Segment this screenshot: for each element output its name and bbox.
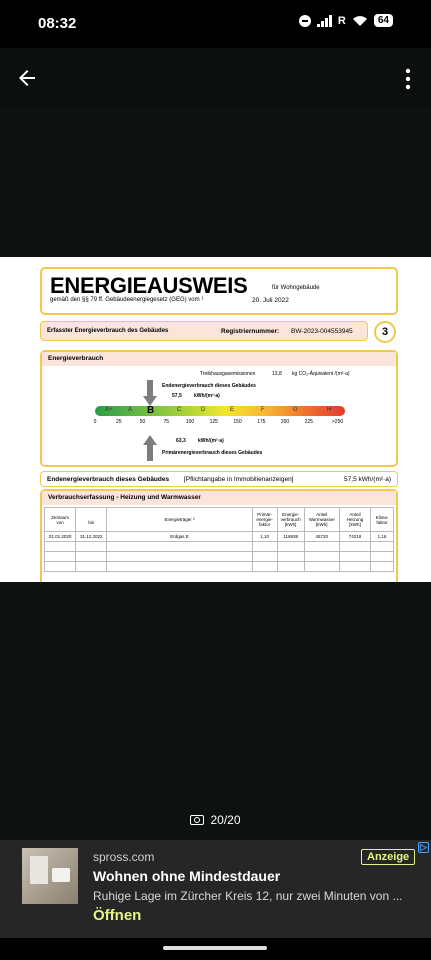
doc-legal-date: 20. Juli 2022	[252, 297, 289, 304]
table-row	[45, 562, 394, 572]
primary-unit: kWh/(m²·a)	[198, 438, 224, 444]
scale-tick: 200	[280, 419, 290, 425]
scale-letter: A	[128, 407, 133, 413]
scale-letter: E	[230, 407, 235, 413]
scale-ticks	[95, 419, 345, 427]
table-header: Energieträger ²	[107, 508, 252, 532]
table-header	[45, 508, 76, 532]
energy-section	[40, 350, 398, 467]
ghg-unit: kg CO₂-Äquivalent /(m²·a)	[292, 371, 350, 377]
primary-value: 63,3	[176, 438, 186, 444]
consumption-section-header	[42, 491, 396, 505]
ad-choices-icon[interactable]: ▷	[418, 842, 429, 853]
table-header	[76, 508, 107, 532]
table-header-row	[45, 508, 394, 532]
energy-section-title: Energieverbrauch	[48, 355, 104, 362]
scale-letter: A+	[105, 407, 113, 413]
end-energy-label: Endenergieverbrauch dieses Gebäudes	[47, 476, 170, 483]
back-arrow-icon[interactable]	[15, 66, 39, 90]
ad-domain: spross.com	[93, 850, 155, 864]
ad-title[interactable]: Wohnen ohne Mindestdauer	[93, 868, 281, 884]
home-handle[interactable]	[163, 946, 267, 950]
consumption-section-title: Verbrauchserfassung - Heizung und Warmwasser	[48, 494, 201, 501]
scale-letter: C	[177, 407, 182, 413]
ghg-value: 13,8	[272, 371, 282, 377]
table-row	[45, 532, 394, 542]
signal-icon	[317, 15, 332, 27]
scale-tick: 225	[304, 419, 313, 425]
ad-badge: Anzeige	[361, 849, 415, 865]
scale-tick: 0	[93, 419, 97, 425]
ad-open-button[interactable]: Öffnen	[93, 907, 142, 924]
scale-tick: 150	[233, 419, 242, 425]
end-energy-arrow-icon	[143, 380, 157, 406]
scale-tick: 75	[163, 419, 170, 425]
table-header: Klima-faktor	[371, 508, 394, 532]
scale-tick: 175	[257, 419, 266, 425]
cell-ww-share: 45720	[304, 532, 339, 542]
ghg-label: Treibhausgasemissionen	[200, 371, 256, 377]
roaming-label: R	[337, 14, 346, 27]
wifi-icon	[352, 15, 368, 27]
page-number: 3	[374, 321, 396, 343]
end-energy-top-value: 57,5	[172, 393, 182, 399]
status-time: 08:32	[38, 15, 77, 32]
primary-energy-arrow-icon	[143, 435, 157, 461]
ad-banner[interactable]	[0, 840, 431, 938]
scale-tick: 125	[209, 419, 218, 425]
end-energy-top-unit: kWh/(m²·a)	[194, 393, 220, 399]
energy-scale	[95, 406, 345, 416]
more-options-icon[interactable]	[405, 68, 411, 90]
gesture-nav-bar	[0, 938, 431, 960]
camera-icon	[190, 815, 204, 825]
header-period: Zeitraum	[51, 514, 69, 520]
scale-letter: D	[201, 407, 206, 413]
cell-consumption: 119938	[277, 532, 304, 542]
reg-row-label: Erfasster Energieverbrauch des Gebäudes	[47, 328, 169, 334]
top-app-bar	[0, 48, 431, 108]
end-energy-top-label: Endenergieverbrauch dieses Gebäudes	[162, 383, 256, 389]
table-row	[45, 552, 394, 562]
reg-number-label: Registriernummer:	[221, 328, 280, 335]
doc-subtitle: für Wohngebäude	[272, 285, 320, 291]
header-to: bis	[88, 519, 95, 525]
end-energy-note: [Pflichtangabe in Immobilienanzeigen]	[184, 476, 294, 483]
image-counter	[0, 813, 431, 827]
status-bar	[0, 0, 431, 48]
consumption-section	[40, 489, 398, 582]
document-image[interactable]	[0, 257, 431, 582]
primary-label: Primärenergieverbrauch dieses Gebäudes	[162, 450, 263, 456]
do-not-disturb-icon	[299, 15, 311, 27]
table-header: Anteil Heizung [kWh]	[339, 508, 370, 532]
energy-section-header	[42, 352, 396, 366]
cell-primary-factor: 1,10	[252, 532, 277, 542]
scale-tick: >250	[331, 419, 344, 425]
scale-letter: G	[293, 407, 298, 413]
status-icons	[299, 14, 393, 27]
scale-tick: 50	[139, 419, 146, 425]
cell-climate-factor: 1,16	[371, 532, 394, 542]
ad-description: Ruhige Lage im Zürcher Kreis 12, nur zwei Minuten von ...	[93, 889, 403, 903]
table-row	[45, 542, 394, 552]
reg-number: BW-2023-004553945	[291, 328, 353, 335]
cell-from: 01.01.2020	[45, 532, 76, 542]
doc-title: ENERGIEAUSWEIS	[50, 273, 248, 298]
consumption-table	[44, 507, 394, 572]
scale-letter-current: B	[147, 405, 155, 416]
cell-heat-share: 74218	[339, 532, 370, 542]
ad-thumbnail[interactable]	[22, 848, 78, 904]
header-from: von	[56, 519, 64, 525]
table-header: Primär-energie-faktor	[252, 508, 277, 532]
scale-tick: 100	[185, 419, 195, 425]
end-energy-row	[40, 471, 398, 487]
table-header: Anteil Warmwasser [kWh]	[304, 508, 339, 532]
doc-legal-basis: gemäß den §§ 79 ff. Gebäudeenergiegesetz (GEG) vom ¹	[50, 297, 204, 303]
battery-indicator: 64	[374, 14, 393, 27]
scale-letter: H	[327, 407, 332, 413]
table-header: Energie-verbrauch [kWh]	[277, 508, 304, 532]
cell-carrier: Erdgas E	[107, 532, 252, 542]
registration-row	[40, 321, 368, 341]
cell-to: 31.12.2022	[76, 532, 107, 542]
image-counter-text: 20/20	[210, 813, 241, 827]
scale-letter: F	[261, 407, 265, 413]
end-energy-value: 57,5 kWh/(m²·a)	[344, 476, 391, 483]
scale-tick: 25	[115, 419, 122, 425]
